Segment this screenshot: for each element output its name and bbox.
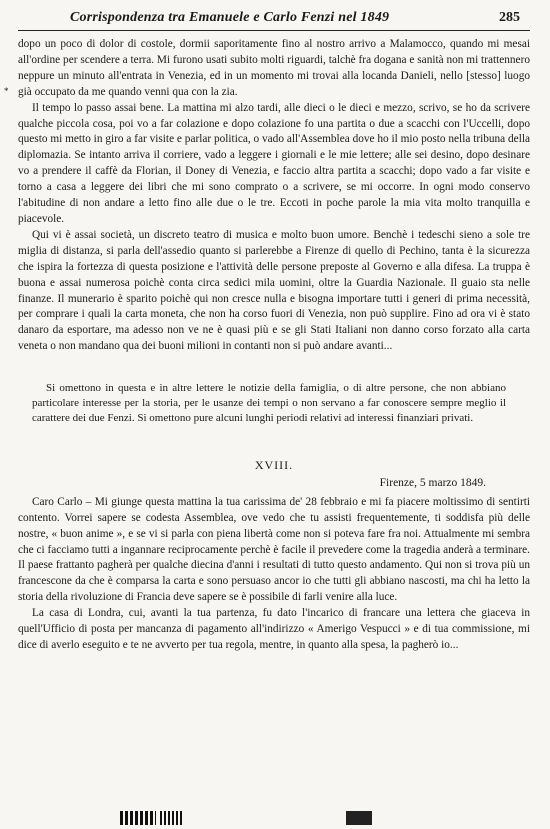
letter-body	[18, 495, 530, 654]
letter-body-previous	[18, 37, 530, 355]
paragraph: Qui vi è assai società, un discreto teatro di musica e molto buon umore. Benchè i tedeschi sieno a sole tre miglia di distanza, si parla dell'assedio quanto si parlerebbe a Firenze di quello di Pechino, tanta è la sicurezza che ispira la fortezza di questa posizione e l'attività delle persone preposte al Governo e alla difesa. La truppa è buona e assai numerosa poichè conta circa sedici mila uomini, oltre la Guardia Nazionale. Il guaio sta nelle finanze. Il munerario è sparito poichè qui non cresce nulla e bisogna importare tutti i generi di prima necessità, per comprare i quali la carta moneta, che non ha corso fuori di Venezia, non può supplire. Fino ad ora vi è stato danaro da esportare, ma adesso non ve ne è quasi più e se gli Stati Italiani non danno corso forzato alla carta veneta o non mandano qua dei buoni milioni in contanti non si può andare avanti...	[18, 228, 530, 353]
running-head	[18, 6, 530, 31]
scan-artifact	[120, 811, 156, 825]
paragraph: dopo un poco di dolor di costole, dormii saporitamente fino al nostro arrivo a Malamocco, quando mi mesai all'ordine per scendere a terra. Mi furono usati subito molti riguardi, talchè fra dogana e sanità non mi trattennero neppure un minuto all'entrata in Venezia, ed in un momento mi trovai alla locanda Danieli, nello [stesso] luogo già occupato da me quando venni qua con la zia.	[18, 38, 530, 98]
running-title: Corrispondenza tra Emanuele e Carlo Fenzi nel 1849	[70, 10, 390, 25]
editor-note	[18, 381, 530, 426]
scan-artifact	[346, 811, 372, 825]
editor-note-text: Si omettono in questa e in altre lettere le notizie della famiglia, o di altre persone, che non abbiano particolare interesse per la storia, per le usanze dei tempi o non servano a far conoscere sempre meglio il carattere dei due Fenzi. Si omettono pure alcuni lunghi periodi relativi ad interessi finanziari privati.	[32, 382, 506, 424]
letter-dateline: Firenze, 5 marzo 1849.	[379, 476, 486, 489]
paragraph: Caro Carlo – Mi giunge questa mattina la tua carissima de' 28 febbraio e mi fa piacere moltissimo di sentirti contento. Vorrei sapere se codesta Assemblea, ove vedo che tu assisti frequentemente, ti soddisfa più delle nostre, « buon anime », e se vi si parla con piena libertà come non si poteva fare fra noi. Attualmente mi sembra che ci facciamo tutti a ingannare reciprocamente perchè è facile il prevedere come la tragedia anderà a terminare. Il paese frattanto pagherà per qualche diecina d'anni i resultati di tutto questo andamento. Qui non si trova più un francescone da che è comparsa la carta e sono persuaso ancor io che tutti gli abbiano nascosti, ma chi ha letto la storia della rivoluzione di Francia deve sapere se è possibile di farli venire alla luce.	[18, 495, 530, 604]
margin-mark: *	[4, 86, 9, 96]
page-number: 285	[499, 10, 520, 25]
letter-number: XVIII.	[254, 457, 294, 472]
paragraph: La casa di Londra, cui, avanti la tua partenza, fu dato l'incarico di francare una lettera che giaceva in quell'Ufficio di posta per mancanza di pagamento all'indirizzo « Amerigo Vespucci » e di tua commissione, mi dice di averlo eseguito e te ne avverto per tua regola, mentre, in quanto alla spesa, la pagherò io...	[18, 607, 530, 651]
scan-artifact	[160, 811, 182, 825]
paragraph: Il tempo lo passo assai bene. La mattina mi alzo tardi, alle dieci o le dieci e mezzo, scrivo, se ho da scrivere qualche piccola cosa, poi vo a far colazione e dopo colazione fo una partita o due a scacchi con l'Uccelli, dopo questo mi metto in giro a far visite e parlar politica, o vado all'Assemblea dove ho il mio posto nella tribuna della diplomazia. Se intanto arriva il corriere, vado a leggere i giornali e le mie lettere; alle sei desino, dopo desinare vo a prendere il caffè da Florian, il Doney di Venezia, e faccio altra partita a scacchi; dopo vado a far visite e torno a casa a leggere dei libri che mi sono comprato o a scrivere, se mi occorre. In ogni modo conservo l'abitudine di non andare a letto fino alle due o le tre. Eccoti in poche parole la mia vita molto tranquilla e piacevole.	[18, 101, 530, 225]
